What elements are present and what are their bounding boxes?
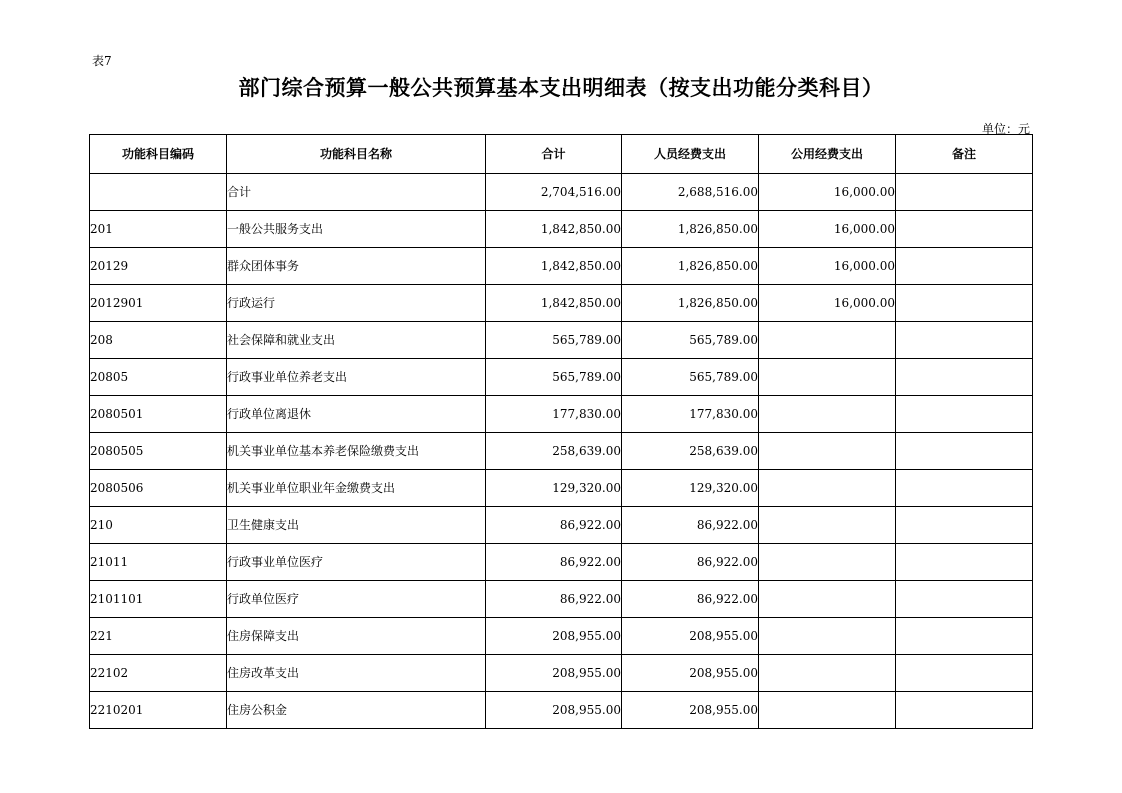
cell-code: 20805	[90, 359, 227, 396]
cell-public: 16,000.00	[759, 211, 896, 248]
cell-name: 住房改革支出	[227, 655, 486, 692]
header-public: 公用经费支出	[759, 135, 896, 174]
table-row	[90, 285, 1033, 322]
table-row	[90, 359, 1033, 396]
page-title: 部门综合预算一般公共预算基本支出明细表（按支出功能分类科目）	[238, 76, 884, 100]
table-row	[90, 618, 1033, 655]
cell-personnel: 2,688,516.00	[622, 174, 759, 211]
cell-public	[759, 322, 896, 359]
cell-name: 行政单位离退休	[227, 396, 486, 433]
cell-public	[759, 507, 896, 544]
cell-total: 565,789.00	[486, 322, 622, 359]
cell-personnel: 208,955.00	[622, 618, 759, 655]
cell-remark	[896, 174, 1033, 211]
cell-public: 16,000.00	[759, 174, 896, 211]
cell-remark	[896, 507, 1033, 544]
cell-public	[759, 618, 896, 655]
cell-remark	[896, 211, 1033, 248]
cell-code: 2080506	[90, 470, 227, 507]
table-row	[90, 581, 1033, 618]
table-row	[90, 211, 1033, 248]
cell-total: 86,922.00	[486, 581, 622, 618]
table-row	[90, 470, 1033, 507]
header-code: 功能科目编码	[90, 135, 227, 174]
cell-personnel: 1,826,850.00	[622, 248, 759, 285]
cell-code: 2210201	[90, 692, 227, 729]
cell-code: 210	[90, 507, 227, 544]
cell-code: 2080505	[90, 433, 227, 470]
table-row	[90, 655, 1033, 692]
cell-remark	[896, 618, 1033, 655]
cell-remark	[896, 322, 1033, 359]
cell-personnel: 208,955.00	[622, 692, 759, 729]
cell-public	[759, 655, 896, 692]
cell-total: 129,320.00	[486, 470, 622, 507]
cell-public	[759, 433, 896, 470]
cell-code: 22102	[90, 655, 227, 692]
cell-total: 258,639.00	[486, 433, 622, 470]
cell-remark	[896, 581, 1033, 618]
cell-personnel: 565,789.00	[622, 322, 759, 359]
cell-name: 合计	[227, 174, 486, 211]
cell-name: 行政单位医疗	[227, 581, 486, 618]
cell-public: 16,000.00	[759, 248, 896, 285]
cell-personnel: 86,922.00	[622, 507, 759, 544]
cell-name: 社会保障和就业支出	[227, 322, 486, 359]
cell-remark	[896, 470, 1033, 507]
cell-personnel: 177,830.00	[622, 396, 759, 433]
cell-code: 2101101	[90, 581, 227, 618]
cell-personnel: 258,639.00	[622, 433, 759, 470]
cell-personnel: 208,955.00	[622, 655, 759, 692]
cell-public: 16,000.00	[759, 285, 896, 322]
cell-remark	[896, 655, 1033, 692]
cell-public	[759, 396, 896, 433]
cell-total: 86,922.00	[486, 507, 622, 544]
budget-table	[89, 134, 1033, 729]
cell-code: 21011	[90, 544, 227, 581]
cell-personnel: 86,922.00	[622, 581, 759, 618]
cell-name: 住房保障支出	[227, 618, 486, 655]
cell-total: 177,830.00	[486, 396, 622, 433]
table-row	[90, 322, 1033, 359]
cell-public	[759, 544, 896, 581]
cell-name: 一般公共服务支出	[227, 211, 486, 248]
cell-total: 86,922.00	[486, 544, 622, 581]
cell-code: 221	[90, 618, 227, 655]
cell-name: 机关事业单位基本养老保险缴费支出	[227, 433, 486, 470]
cell-code: 2080501	[90, 396, 227, 433]
table-row	[90, 433, 1033, 470]
cell-personnel: 1,826,850.00	[622, 285, 759, 322]
cell-name: 行政事业单位医疗	[227, 544, 486, 581]
cell-total: 2,704,516.00	[486, 174, 622, 211]
cell-personnel: 565,789.00	[622, 359, 759, 396]
cell-remark	[896, 433, 1033, 470]
cell-total: 565,789.00	[486, 359, 622, 396]
header-total: 合计	[486, 135, 622, 174]
table-row	[90, 396, 1033, 433]
cell-name: 行政运行	[227, 285, 486, 322]
table-header-row	[90, 135, 1033, 174]
header-remark: 备注	[896, 135, 1033, 174]
cell-code: 201	[90, 211, 227, 248]
cell-remark	[896, 285, 1033, 322]
cell-total: 208,955.00	[486, 618, 622, 655]
table-row	[90, 507, 1033, 544]
cell-name: 群众团体事务	[227, 248, 486, 285]
cell-personnel: 1,826,850.00	[622, 211, 759, 248]
cell-total: 1,842,850.00	[486, 248, 622, 285]
table-row	[90, 692, 1033, 729]
cell-public	[759, 470, 896, 507]
cell-remark	[896, 544, 1033, 581]
cell-personnel: 129,320.00	[622, 470, 759, 507]
cell-code: 2012901	[90, 285, 227, 322]
cell-name: 卫生健康支出	[227, 507, 486, 544]
cell-code: 20129	[90, 248, 227, 285]
cell-code: 208	[90, 322, 227, 359]
cell-public	[759, 692, 896, 729]
table-number-label: 表7	[92, 54, 112, 68]
cell-name: 机关事业单位职业年金缴费支出	[227, 470, 486, 507]
table-row	[90, 544, 1033, 581]
unit-label: 单位：元	[981, 122, 1030, 136]
table-row	[90, 174, 1033, 211]
cell-personnel: 86,922.00	[622, 544, 759, 581]
cell-total: 1,842,850.00	[486, 285, 622, 322]
cell-total: 1,842,850.00	[486, 211, 622, 248]
table-body	[90, 174, 1033, 729]
cell-public	[759, 359, 896, 396]
cell-public	[759, 581, 896, 618]
cell-total: 208,955.00	[486, 655, 622, 692]
cell-total: 208,955.00	[486, 692, 622, 729]
header-name: 功能科目名称	[227, 135, 486, 174]
cell-remark	[896, 396, 1033, 433]
header-personnel: 人员经费支出	[622, 135, 759, 174]
cell-remark	[896, 248, 1033, 285]
cell-name: 住房公积金	[227, 692, 486, 729]
cell-remark	[896, 359, 1033, 396]
cell-code	[90, 174, 227, 211]
cell-name: 行政事业单位养老支出	[227, 359, 486, 396]
cell-remark	[896, 692, 1033, 729]
table-row	[90, 248, 1033, 285]
